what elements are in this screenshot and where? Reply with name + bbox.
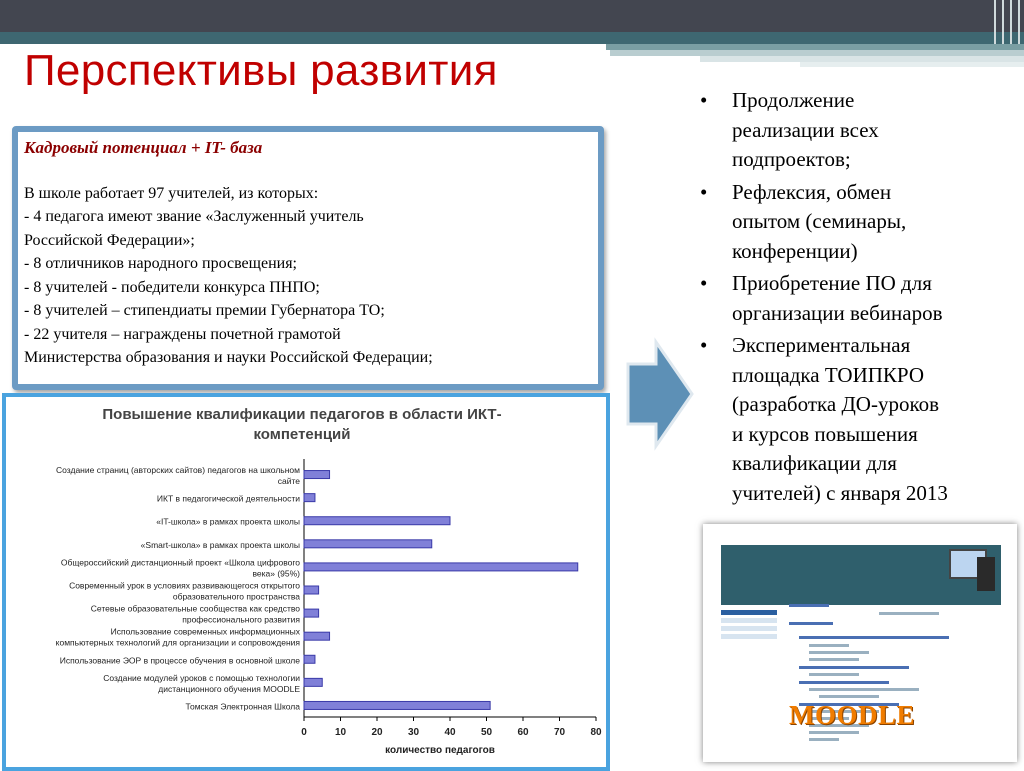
x-tick-label: 20 — [371, 727, 383, 738]
bar — [304, 632, 330, 640]
x-axis-label: количество педагогов — [385, 745, 495, 756]
category-label: Современный урок в условиях развивающегося открытого — [69, 580, 300, 591]
bar — [304, 655, 315, 663]
bullet-item — [700, 178, 1024, 267]
bullet-item — [700, 331, 1024, 508]
bar — [304, 586, 319, 594]
category-label: Использование современных информационных — [110, 626, 300, 637]
bullet-dot: • — [700, 88, 708, 112]
x-tick-label: 70 — [553, 727, 566, 738]
category-label: Создание страниц (авторских сайтов) педагогов на школьном — [56, 465, 300, 476]
screenshot-sidebar — [721, 610, 777, 642]
category-label: века» (95%) — [252, 568, 300, 579]
chart-frame — [2, 393, 610, 771]
bullet-item — [700, 269, 1024, 328]
category-label: ИКТ в педагогической деятельности — [156, 493, 300, 504]
category-label: Использование ЭОР в процессе обучения в основной школе — [59, 655, 300, 666]
x-tick-label: 0 — [301, 727, 307, 738]
bar — [304, 471, 330, 479]
category-label: компьютерных технологий для организации и сопровождения — [55, 637, 300, 648]
computer-tower-icon — [977, 557, 995, 591]
category-label: Сетевые образовательные сообщества как средство — [90, 603, 300, 614]
bar — [304, 494, 315, 502]
bar — [304, 678, 322, 686]
bullet-dot: • — [700, 179, 708, 204]
category-label: Общероссийский дистанционный проект «Школа цифрового — [60, 557, 300, 568]
staff-info-box — [12, 126, 604, 390]
bar-chart — [6, 397, 602, 759]
bullet-line: Продолжение — [732, 88, 855, 112]
header-band-fade-3 — [800, 62, 1024, 67]
bullet-line: площадка ТОИПКРО — [732, 362, 925, 387]
bullet-line: учителей) с января 2013 — [732, 480, 948, 505]
bullet-list — [700, 86, 1024, 511]
moodle-logo: MOODLE — [789, 700, 916, 730]
bullet-line: подпроектов; — [732, 147, 851, 171]
x-tick-label: 30 — [407, 727, 420, 738]
bullet-line: реализации всех — [732, 117, 879, 142]
bullet-line: квалификации для — [732, 451, 897, 475]
header-band — [0, 32, 1024, 44]
bar — [304, 517, 450, 525]
bullet-line: Экспериментальная — [732, 333, 911, 357]
info-line: В школе работает 97 учителей, из которых: — [24, 184, 319, 202]
bullet-dot: • — [700, 333, 708, 357]
category-label: образовательного пространства — [172, 591, 300, 602]
category-label: «Smart-школа» в рамках проекта школы — [140, 539, 300, 550]
category-label: сайте — [277, 476, 300, 487]
bar — [304, 540, 432, 548]
info-line: - 8 учителей – стипендиаты премии Губернатора ТО; — [24, 302, 385, 319]
category-label: дистанционного обучения MOODLE — [158, 683, 300, 694]
category-label: «IT-школа» в рамках проекта школы — [156, 516, 300, 527]
info-line: - 8 учителей - победители конкурса ПНПО; — [24, 278, 320, 296]
decorative-strips — [990, 0, 1024, 44]
info-lines — [24, 182, 594, 370]
bullet-line: конференции) — [732, 238, 858, 263]
bullet-line: организации вебинаров — [732, 300, 943, 325]
info-line: Российской Федерации»; — [24, 231, 195, 249]
bullet-line: Рефлексия, обмен — [732, 179, 892, 204]
x-tick-label: 40 — [444, 727, 456, 738]
info-line: - 4 педагога имеют звание «Заслуженный учитель — [24, 208, 364, 225]
x-tick-label: 80 — [590, 727, 602, 738]
bullet-line: Приобретение ПО для — [732, 271, 932, 295]
info-line: - 8 отличников народного просвещения; — [24, 255, 297, 272]
info-line: Министерства образования и науки Российской Федерации; — [24, 349, 433, 366]
bullet-line: (разработка ДО-уроков — [732, 392, 940, 416]
info-heading: Кадровый потенциал + IT- база — [24, 138, 263, 157]
bar — [304, 563, 578, 571]
bullet-item — [700, 86, 1024, 175]
x-tick-label: 60 — [517, 727, 529, 738]
category-label: Томская Электронная Школа — [185, 701, 300, 712]
bar — [304, 701, 490, 709]
page-title: Перспективы развития — [24, 46, 498, 95]
screenshot-header — [721, 545, 1001, 605]
x-tick-label: 10 — [334, 727, 347, 738]
x-tick-label: 50 — [480, 727, 493, 738]
info-line: - 22 учителя – награждены почетной грамотой — [24, 325, 341, 343]
bullet-line: опытом (семинары, — [732, 209, 907, 233]
top-bar — [0, 0, 1024, 32]
chart-title: компетенций — [253, 426, 351, 443]
bullet-line: и курсов повышения — [732, 421, 918, 446]
chart-title: Повышение квалификации педагогов в области ИКТ- — [102, 406, 502, 423]
bar — [304, 609, 319, 617]
category-label: профессионального развития — [182, 614, 300, 625]
right-arrow-icon — [624, 338, 696, 450]
bullet-dot: • — [700, 271, 708, 295]
category-label: Создание модулей уроков с помощью технологии — [103, 672, 300, 683]
